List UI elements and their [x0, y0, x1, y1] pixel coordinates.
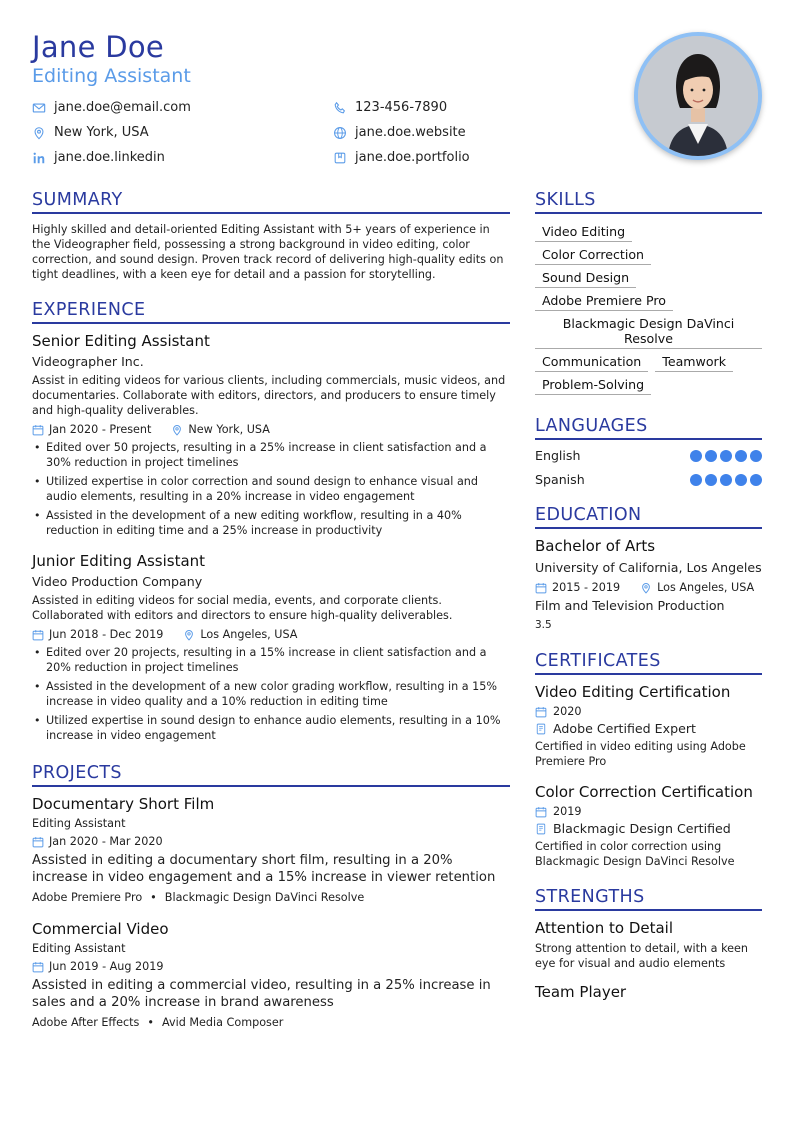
job-bullets [32, 440, 510, 538]
certificate-title: Video Editing Certification [535, 683, 731, 701]
project-tools: Adobe After Effects • Avid Media Composer [32, 1016, 284, 1029]
projects-section [32, 763, 510, 1029]
calendar-icon [535, 806, 547, 818]
resume-header [32, 30, 762, 170]
strength-entry [535, 919, 762, 971]
school: University of California, Los Angeles [535, 560, 762, 575]
calendar-icon [32, 836, 44, 848]
language-row [535, 472, 762, 487]
strength-entry [535, 983, 762, 1001]
calendar-icon [32, 424, 44, 436]
project-role: Editing Assistant [32, 817, 126, 830]
location-pin-icon [171, 424, 183, 436]
candidate-role: Editing Assistant [32, 65, 191, 87]
strength-title: Team Player [535, 983, 627, 1001]
skill-tag: Sound Design [535, 268, 636, 288]
linkedin-icon [32, 151, 46, 165]
contact-phone[interactable] [333, 100, 447, 115]
portfolio-text: jane.doe.portfolio [355, 150, 470, 165]
contact-email[interactable] [32, 100, 191, 115]
skill-tag: Video Editing [535, 222, 632, 242]
job-bullets [32, 645, 510, 743]
education-heading: EDUCATION [535, 505, 762, 529]
field-of-study: Film and Television Production [535, 598, 725, 613]
job-entry [32, 552, 510, 743]
list-item: • Edited over 50 projects, resulting in a 25% increase in client satisfaction and a 30% reduction in project timelines [32, 440, 510, 470]
degree: Bachelor of Arts [535, 537, 656, 555]
location-pin-icon [183, 629, 195, 641]
certificate-issuer-row [535, 821, 762, 836]
project-description: Assisted in editing a commercial video, resulting in a 25% increase in sales and a 20% increase in brand awareness [32, 978, 491, 1010]
linkedin-text: jane.doe.linkedin [54, 150, 165, 165]
projects-heading: PROJECTS [32, 763, 510, 787]
certificate-issuer: Adobe Certified Expert [553, 721, 696, 736]
certificate-description: Certified in color correction using Blackmagic Design DaVinci Resolve [535, 840, 735, 868]
job-description: Assist in editing videos for various clients, including commercials, music videos, and documentaries. Collaborate with editors, directors, and producers to ensure timely and high-quality deliverables. [32, 374, 506, 417]
project-title: Commercial Video [32, 920, 169, 938]
skills-list [535, 222, 762, 398]
language-row [535, 448, 762, 463]
certificate-icon [535, 823, 547, 835]
certificates-heading: CERTIFICATES [535, 651, 762, 675]
languages-section [535, 416, 762, 487]
phone-text: 123-456-7890 [355, 100, 448, 115]
email-text: jane.doe@email.com [54, 100, 191, 115]
certificates-section [535, 651, 762, 869]
job-company: Video Production Company [32, 574, 203, 589]
certificate-icon [535, 723, 547, 735]
project-tools: Adobe Premiere Pro • Blackmagic Design DaVinci Resolve [32, 891, 365, 904]
certificate-entry [535, 683, 762, 769]
job-meta [32, 423, 510, 436]
languages-heading: LANGUAGES [535, 416, 762, 440]
website-text: jane.doe.website [355, 125, 466, 140]
portfolio-icon [333, 151, 347, 165]
skill-tag: Problem-Solving [535, 375, 651, 395]
summary-section [32, 190, 510, 282]
job-dates: Jan 2020 - Present [49, 423, 152, 436]
summary-text: Highly skilled and detail-oriented Editing Assistant with 5+ years of experience in the Videographer field, possessing a strong background in video editing, color correction, and sound design. Proven track record of delivering high-quality edits on tight deadlines, with a keen eye for detail and a passion for storytelling. [32, 223, 504, 281]
left-column [32, 190, 510, 1029]
job-location: New York, USA [188, 423, 270, 436]
certificate-year: 2019 [553, 805, 582, 818]
project-entry [32, 795, 510, 904]
certificate-issuer-row [535, 721, 762, 736]
job-company: Videographer Inc. [32, 354, 144, 369]
project-title: Documentary Short Film [32, 795, 215, 813]
job-title: Senior Editing Assistant [32, 332, 210, 350]
avatar-portrait [638, 36, 758, 156]
envelope-icon [32, 101, 46, 115]
location-text: New York, USA [54, 125, 149, 140]
job-description: Assisted in editing videos for social media, events, and corporate clients. Collaborated with editors and directors to ensure high-quality deliverables. [32, 594, 453, 622]
calendar-icon [535, 706, 547, 718]
profile-photo [634, 32, 762, 160]
education-dates: 2015 - 2019 [552, 581, 621, 594]
job-meta [32, 628, 510, 641]
skill-tag: Communication [535, 352, 648, 372]
certificate-year-row [535, 805, 762, 818]
skills-section [535, 190, 762, 398]
certificate-title: Color Correction Certification [535, 783, 753, 801]
gpa: 3.5 [535, 619, 552, 631]
project-dates: Jun 2019 - Aug 2019 [49, 960, 164, 973]
job-entry [32, 332, 510, 538]
experience-heading: EXPERIENCE [32, 300, 510, 324]
strength-title: Attention to Detail [535, 919, 674, 937]
calendar-icon [32, 961, 44, 973]
list-item: • Utilized expertise in color correction and sound design to enhance visual and audio elements, resulting in a 20% increase in video engagement [32, 474, 510, 504]
list-item: • Utilized expertise in sound design to enhance audio elements, resulting in a 10% increase in video engagement [32, 713, 510, 743]
summary-heading: SUMMARY [32, 190, 510, 214]
phone-icon [333, 101, 347, 115]
certificate-entry [535, 783, 762, 869]
contact-linkedin[interactable] [32, 150, 165, 165]
job-title: Junior Editing Assistant [32, 552, 206, 570]
skills-heading: SKILLS [535, 190, 762, 214]
proficiency-dots [687, 450, 762, 462]
candidate-name: Jane Doe [32, 30, 165, 64]
project-entry [32, 920, 510, 1029]
tool-tag: Adobe Premiere Pro [32, 891, 143, 904]
education-section [535, 505, 762, 631]
strengths-heading: STRENGTHS [535, 887, 762, 911]
job-location: Los Angeles, USA [200, 628, 298, 641]
list-item: • Edited over 20 projects, resulting in a 15% increase in client satisfaction and a 20% reduction in project timelines [32, 645, 510, 675]
certificate-year: 2020 [553, 705, 582, 718]
contact-location [32, 125, 149, 140]
project-meta [32, 960, 510, 973]
proficiency-dots [687, 474, 762, 486]
calendar-icon [32, 629, 44, 641]
skill-tag: Color Correction [535, 245, 651, 265]
location-pin-icon [32, 126, 46, 140]
contact-portfolio[interactable] [333, 150, 470, 165]
certificate-issuer: Blackmagic Design Certified [553, 821, 731, 836]
skill-tag: Blackmagic Design DaVinci Resolve [535, 314, 762, 349]
location-pin-icon [640, 582, 652, 594]
tool-tag: Avid Media Composer [162, 1016, 284, 1029]
education-meta [535, 581, 762, 594]
tool-tag: Blackmagic Design DaVinci Resolve [164, 891, 365, 904]
strength-description: Strong attention to detail, with a keen eye for visual and audio elements [535, 942, 749, 970]
skill-tag: Teamwork [655, 352, 733, 372]
globe-icon [333, 126, 347, 140]
project-meta [32, 835, 510, 848]
list-item: • Assisted in the development of a new editing workflow, resulting in a 40% reduction in editing time and a 25% increase in productivity [32, 508, 510, 538]
contact-website[interactable] [333, 125, 466, 140]
project-description: Assisted in editing a documentary short film, resulting in a 20% increase in video engagement and a 15% increase in viewer retention [32, 853, 496, 885]
skill-tag: Adobe Premiere Pro [535, 291, 673, 311]
project-dates: Jan 2020 - Mar 2020 [49, 835, 163, 848]
calendar-icon [535, 582, 547, 594]
language-name: Spanish [535, 472, 585, 487]
job-dates: Jun 2018 - Dec 2019 [49, 628, 164, 641]
education-location: Los Angeles, USA [657, 581, 755, 594]
certificate-description: Certified in video editing using Adobe Premiere Pro [535, 740, 746, 768]
experience-section [32, 300, 510, 743]
project-role: Editing Assistant [32, 942, 126, 955]
certificate-year-row [535, 705, 762, 718]
strengths-section [535, 887, 762, 1001]
language-name: English [535, 448, 581, 463]
right-column [535, 190, 762, 1005]
tool-tag: Adobe After Effects [32, 1016, 140, 1029]
list-item: • Assisted in the development of a new color grading workflow, resulting in a 15% increase in video quality and a 10% reduction in editing time [32, 679, 510, 709]
